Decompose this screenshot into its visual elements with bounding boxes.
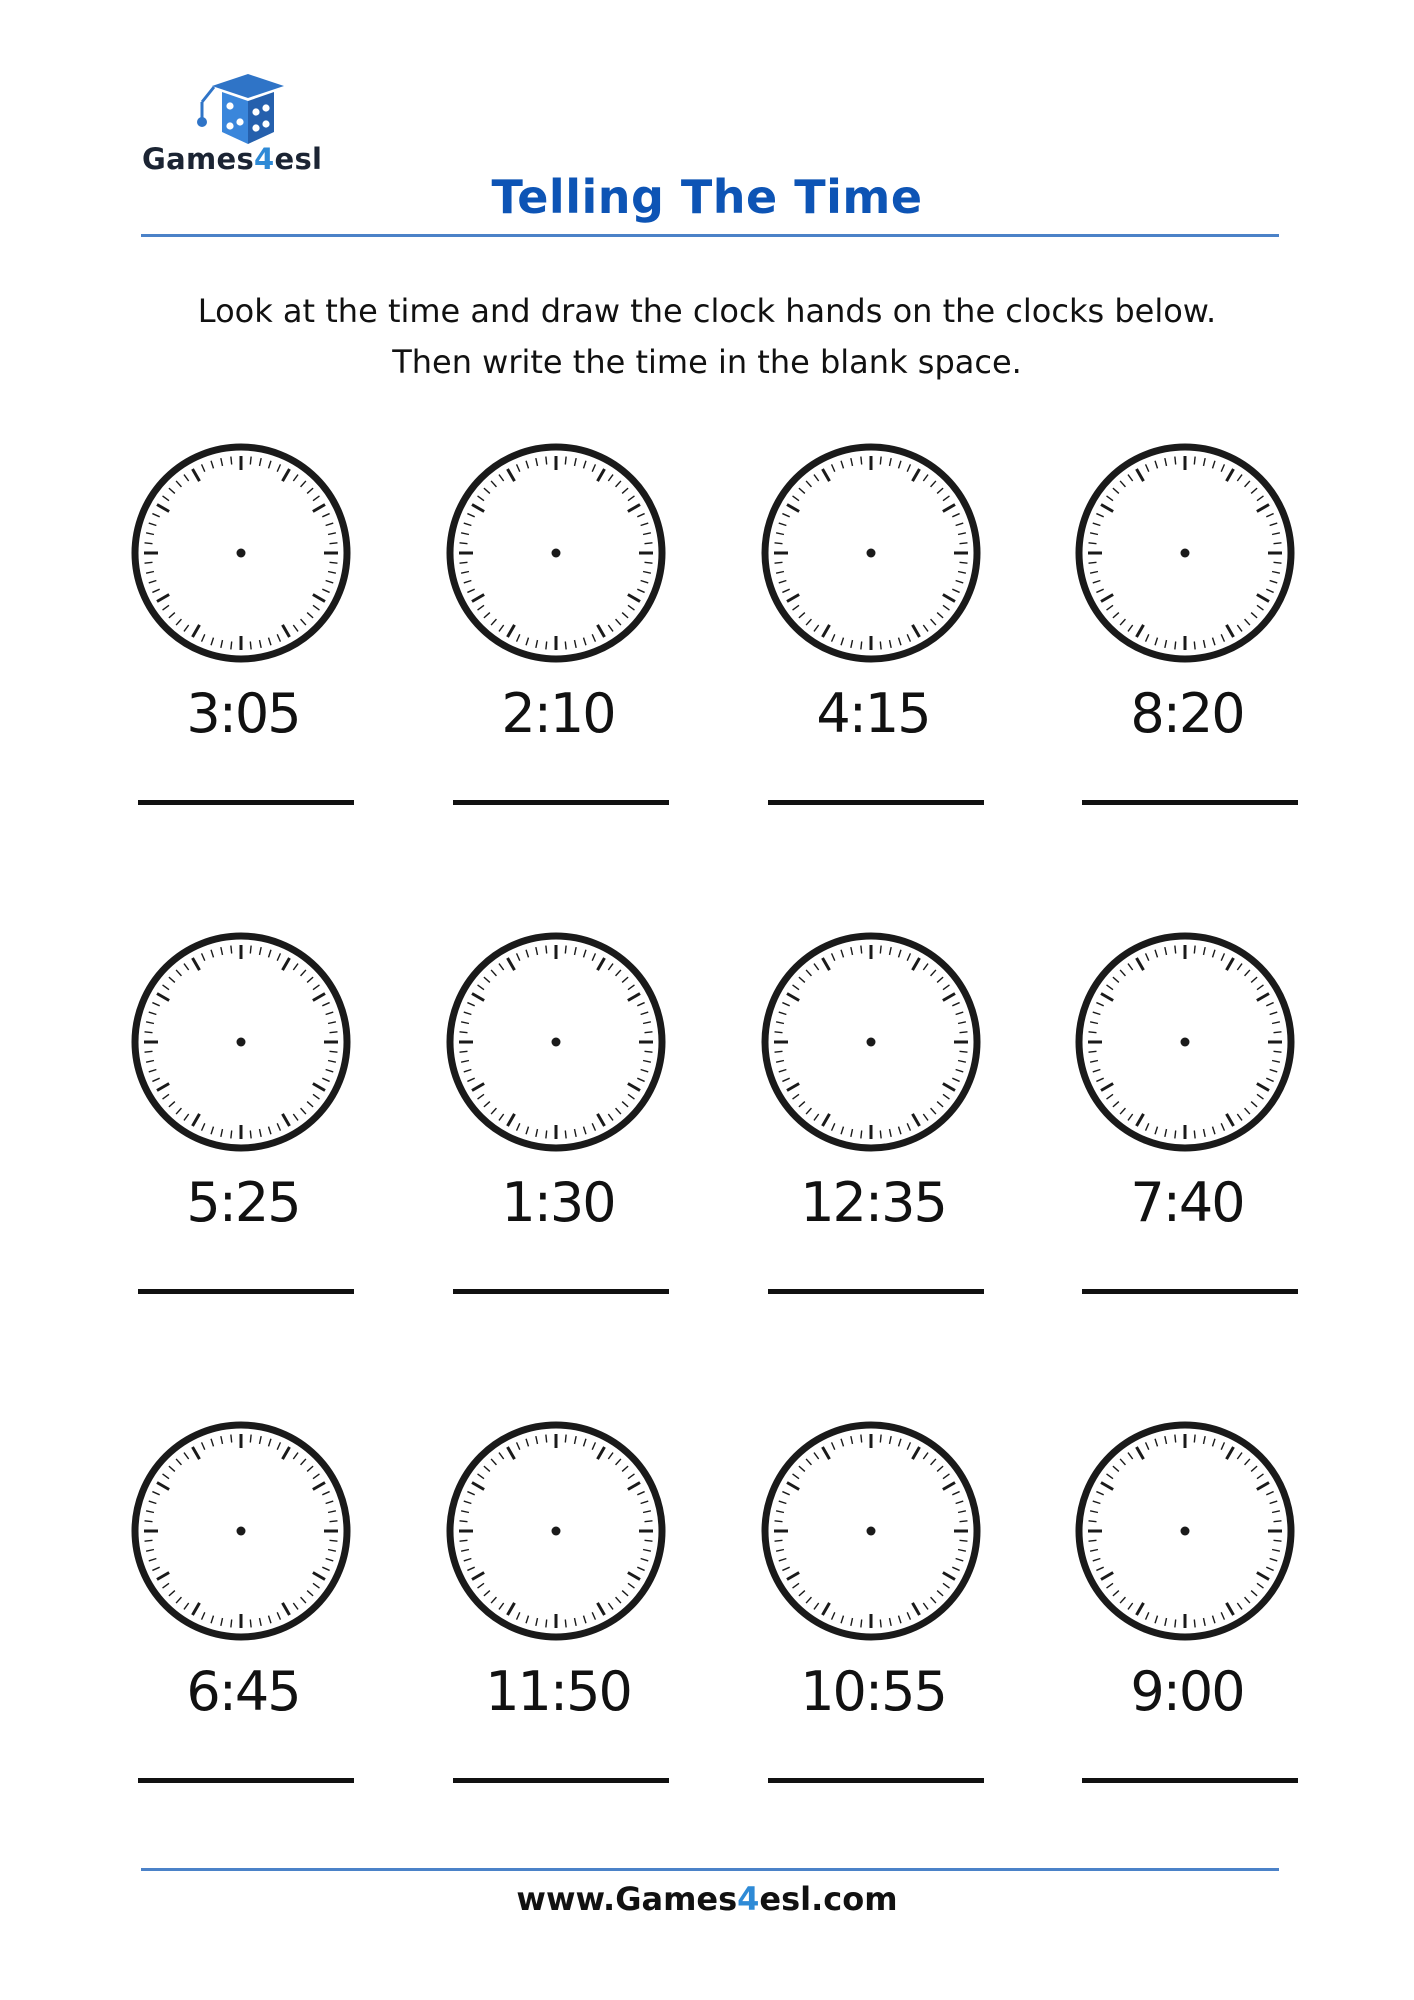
header-divider xyxy=(141,234,1279,237)
instructions xyxy=(0,286,1414,388)
answer-blank[interactable] xyxy=(768,1778,984,1783)
clock-face-icon xyxy=(1072,440,1298,666)
answer-blank[interactable] xyxy=(1082,1778,1298,1783)
clock-face-icon xyxy=(1072,929,1298,1155)
clock-face-icon xyxy=(128,1418,354,1644)
instruction-line: Look at the time and draw the clock hands on the clocks below. xyxy=(197,292,1217,330)
clock-face-icon xyxy=(758,1418,984,1644)
target-time: 11:50 xyxy=(485,1660,631,1723)
answer-blank[interactable] xyxy=(453,800,669,805)
target-time: 6:45 xyxy=(186,1660,300,1723)
target-time: 12:35 xyxy=(800,1171,946,1234)
clock-face-icon xyxy=(758,929,984,1155)
clock-face-icon xyxy=(758,440,984,666)
footer-url[interactable]: www.Games4esl.com xyxy=(516,1880,898,1918)
target-time: 10:55 xyxy=(800,1660,946,1723)
answer-blank[interactable] xyxy=(768,1289,984,1294)
clock-face-icon xyxy=(443,929,669,1155)
clock-face-icon xyxy=(443,1418,669,1644)
answer-blank[interactable] xyxy=(1082,800,1298,805)
target-time: 2:10 xyxy=(501,682,615,745)
target-time: 1:30 xyxy=(501,1171,615,1234)
brand-logo xyxy=(140,52,340,182)
footer-divider xyxy=(141,1868,1279,1871)
answer-blank[interactable] xyxy=(138,1778,354,1783)
target-time: 5:25 xyxy=(186,1171,300,1234)
page-title: Telling The Time xyxy=(491,170,923,224)
clock-face-icon xyxy=(128,440,354,666)
instruction-line: Then write the time in the blank space. xyxy=(392,343,1022,381)
answer-blank[interactable] xyxy=(768,800,984,805)
answer-blank[interactable] xyxy=(138,1289,354,1294)
target-time: 4:15 xyxy=(816,682,930,745)
target-time: 9:00 xyxy=(1130,1660,1244,1723)
clock-face-icon xyxy=(128,929,354,1155)
brand-name: Games4esl xyxy=(142,142,323,176)
target-time: 3:05 xyxy=(186,682,300,745)
graduation-cap-dice-icon xyxy=(192,56,292,148)
target-time: 8:20 xyxy=(1130,682,1244,745)
clock-face-icon xyxy=(1072,1418,1298,1644)
answer-blank[interactable] xyxy=(453,1289,669,1294)
answer-blank[interactable] xyxy=(453,1778,669,1783)
answer-blank[interactable] xyxy=(138,800,354,805)
answer-blank[interactable] xyxy=(1082,1289,1298,1294)
clock-face-icon xyxy=(443,440,669,666)
target-time: 7:40 xyxy=(1130,1171,1244,1234)
